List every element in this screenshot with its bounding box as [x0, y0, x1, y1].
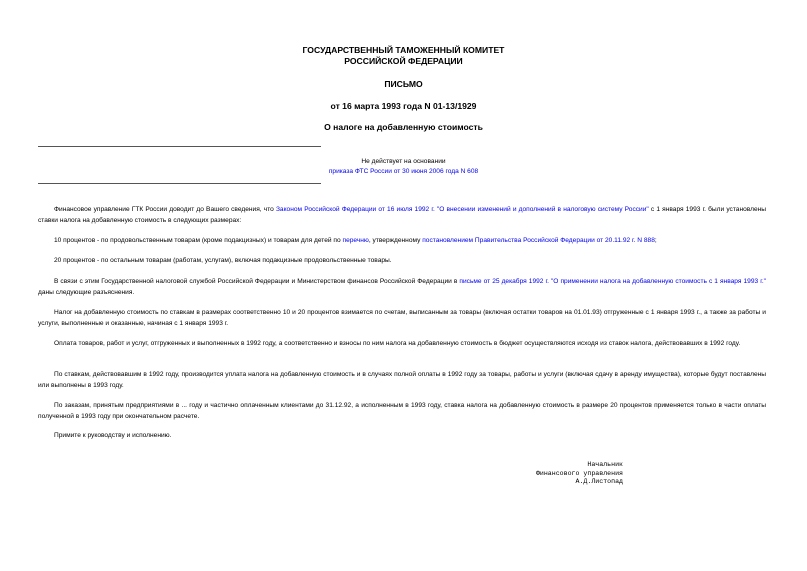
paragraph-2-text-mid: , утвержденному: [368, 237, 423, 244]
divider-bottom: [38, 183, 321, 184]
paragraph-1-text-end: с 1 января 1993 г. были установлены ставки налога на добавленную стоимость в следующих размерах:: [38, 206, 767, 224]
paragraph-2: [38, 236, 766, 247]
paragraph-9: Примите к руководству и исполнению.: [54, 432, 172, 439]
paragraph-6: Оплата товаров, работ и услуг, отгруженных и выполненных в 1992 году, а соответственно и взносы по ним налога на добавленную стоимость в бюджет осуществляются исходя из ставок налога, действовавших в 1992 году.: [54, 340, 741, 347]
signature-position: Начальник: [587, 461, 623, 468]
list-link[interactable]: перечню: [342, 237, 369, 244]
paragraph-4-text-end: даны следующие разъяснения.: [38, 288, 135, 296]
issuer-line-2: РОССИЙСКОЙ ФЕДЕРАЦИИ: [344, 56, 463, 66]
paragraph-4-text: В связи с этим Государственной налоговой службой Российской Федерации и Министерством финансов Российской Федерации в: [54, 278, 460, 285]
resolution-link[interactable]: постановлением Правительства Российской Федерации от 20.11.92 г. N 888: [422, 237, 655, 244]
signature-block: [536, 461, 623, 487]
paragraph-5: Налог на добавленную стоимость по ставкам в размерах соответственно 10 и 20 процентов взимается по счетам, выписанным за товары (включая остатки товаров на 01.01.93) отгруженные с 1 января 1993 г., а также за работы и услуги, выполненные и оказанные, начиная с 1 января 1993 г.: [38, 309, 766, 327]
document-title: О налоге на добавленную стоимость: [324, 122, 483, 132]
paragraph-1: [38, 205, 766, 227]
divider-top: [38, 146, 321, 147]
paragraph-1-text: Финансовое управление ГТК России доводит до Вашего сведения, что: [54, 206, 276, 213]
document-type: ПИСЬМО: [384, 79, 423, 89]
law-link[interactable]: Законом Российской Федерации от 16 июля 1992 г. "О внесении изменений и дополнений в налоговую систему России": [275, 206, 649, 213]
paragraph-7: По ставкам, действовавшим в 1992 году, производится уплата налога на добавленную стоимость и в случаях полной оплаты в 1992 году за товары, работы и услуги (включая сдачу в аренду имущества), которые будут поставлены или выполнены в 1993 году.: [38, 371, 766, 389]
paragraph-4: [38, 277, 766, 299]
document-date: от 16 марта 1993 года N 01-13/1929: [330, 101, 477, 111]
signature-name: А.Д.Листопад: [575, 478, 623, 485]
paragraph-2-text: 10 процентов - по продовольственным товарам (кроме подакцизных) и товарам для детей по: [54, 237, 343, 244]
tax-letter-link[interactable]: письме от 25 декабря 1992 г. "О применении налога на добавленную стоимость с 1 января 1993 г.": [459, 278, 766, 285]
paragraph-2-text-end: ;: [654, 237, 657, 244]
paragraph-8: По заказам, принятым предприятиями в ... году и частично оплаченным клиентами до 31.12.92, а исполненным в 1993 году, ставка налога на добавленную стоимость в размере 20 процентов применяется только в части оплаты полученной в 1993 году при окончательном расчете.: [38, 402, 766, 420]
status-notice-link-line: [0, 167, 807, 177]
issuer-line-1: ГОСУДАРСТВЕННЫЙ ТАМОЖЕННЫЙ КОМИТЕТ: [302, 45, 505, 55]
paragraph-3: 20 процентов - по остальным товарам (работам, услугам), включая подакцизные продовольственные товары.: [54, 257, 392, 264]
repeal-order-link[interactable]: приказа ФТС России от 30 июня 2006 года N 608: [328, 168, 479, 175]
signature-department: Финансового управления: [535, 469, 623, 477]
status-notice: Не действует на основании: [361, 158, 446, 165]
